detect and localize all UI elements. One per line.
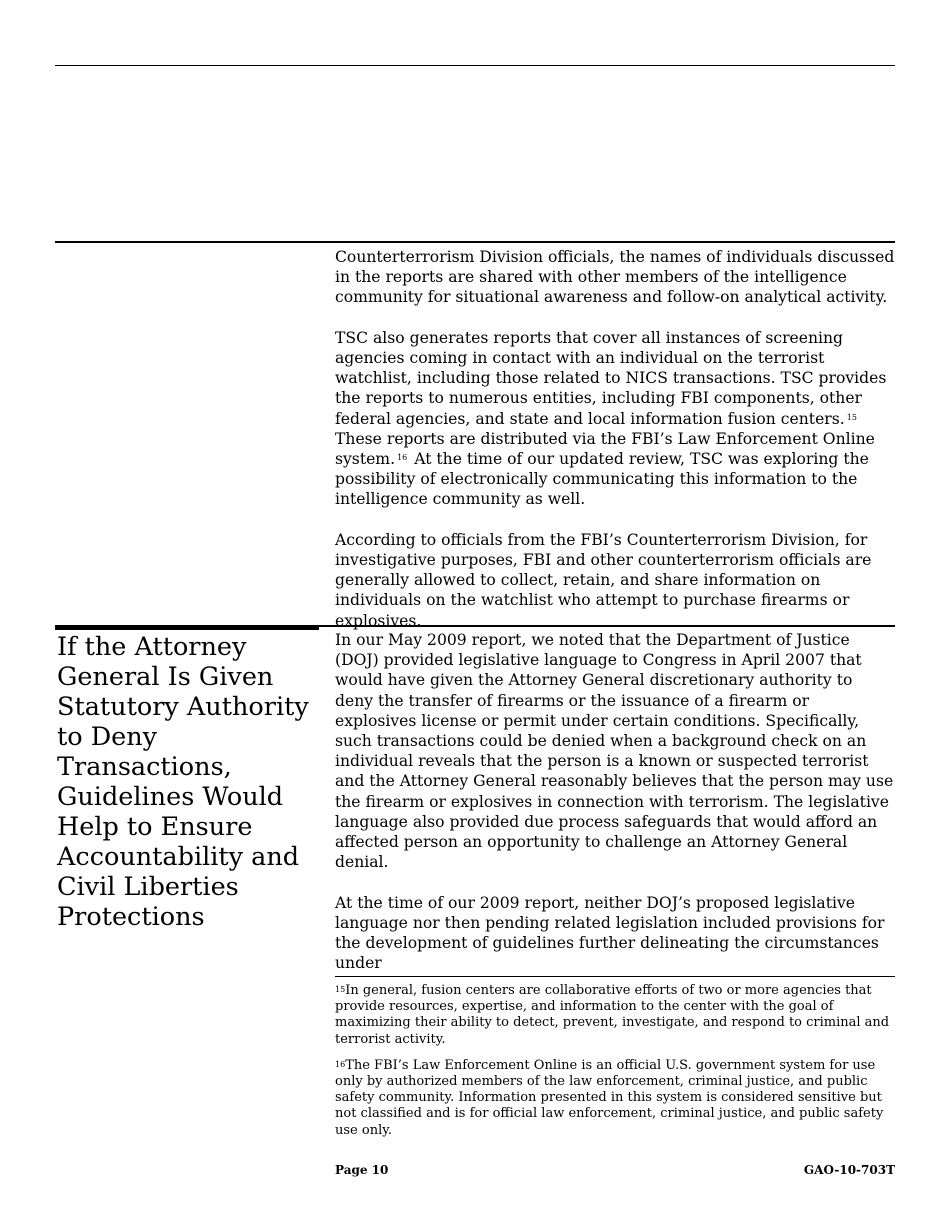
paragraph: According to officials from the FBI’s Counterterrorism Division, for investigative purposes, FBI and other counterterrorism officials are generally allowed to collect, retain, and share information on individuals on the watchlist who attempt to purchase firearms or explosives.: [335, 530, 872, 630]
page-footer: [335, 1163, 895, 1177]
paragraph: At the time of our 2009 report, neither DOJ’s proposed legislative language nor then pending related legislation included provisions for the development of guidelines further delineating the circumstances under: [335, 893, 885, 973]
paragraph: In our May 2009 report, we noted that the Department of Justice (DOJ) provided legislative language to Congress in April 2007 that would have given the Attorney General discretionary authority to deny the transfer of firearms or the issuance of a firearm or explosives license or permit under certain conditions. Specifically, such transactions could be denied when a background check on an individual reveals that the person is a known or suspected terrorist and the Attorney General reasonably believes that the person may use the firearm or explosives in connection with terrorism. The legislative language also provided due process safeguards that would afford an affected person an opportunity to challenge an Attorney General denial.: [335, 631, 894, 872]
footnote: $^{16}$The FBI’s Law Enforcement Online is an official U.S. government system for use only by authorized members of the law enforcement, criminal justice, and public safety community. Information presented in this system is considered sensitive but not classified and is for official law enforcement, criminal justice, and public safety use only.: [335, 1057, 884, 1138]
report-number: GAO-10-703T: [803, 1163, 895, 1177]
footnote-ref[interactable]: 16: [397, 453, 408, 463]
page-number: Page 10: [335, 1163, 389, 1177]
footnote-rule: [335, 976, 895, 977]
footnote-ref[interactable]: 15: [846, 412, 857, 422]
section-rule: [55, 241, 895, 243]
header-rule: [55, 65, 895, 66]
footnotes: [335, 983, 895, 1149]
section1-body: [335, 247, 895, 651]
section2-body: [335, 630, 895, 994]
footnote: $^{15}$In general, fusion centers are collaborative efforts of two or more agencies that provide resources, expertise, and information to the center with the goal of maximizing their ability to detect, prevent, investigate, and respond to criminal and terrorist activity.: [335, 983, 890, 1047]
paragraph: Counterterrorism Division officials, the names of individuals discussed in the reports are shared with other members of the intelligence community for situational awareness and follow-on analytical activity.: [335, 248, 895, 307]
paragraph: TSC also generates reports that cover all instances of screening agencies coming in contact with an individual on the terrorist watchlist, including those related to NICS transactions. TSC provides the reports to numerous entities, including FBI components, other federal agencies, and state and local information fusion centers. $^{15}$ These reports are distributed via the FBI’s Law Enforcement Online system. $^{16}$ At the time of our updated review, TSC was exploring the possibility of electronically communicating this information to the intelligence community as well.: [335, 328, 887, 509]
heading-bar: [55, 625, 319, 630]
section-heading: If the Attorney General Is Given Statutory Authority to Deny Transactions, Guidelines Would Help to Ensure Accountability and Civil Liberties Protections: [57, 632, 309, 932]
